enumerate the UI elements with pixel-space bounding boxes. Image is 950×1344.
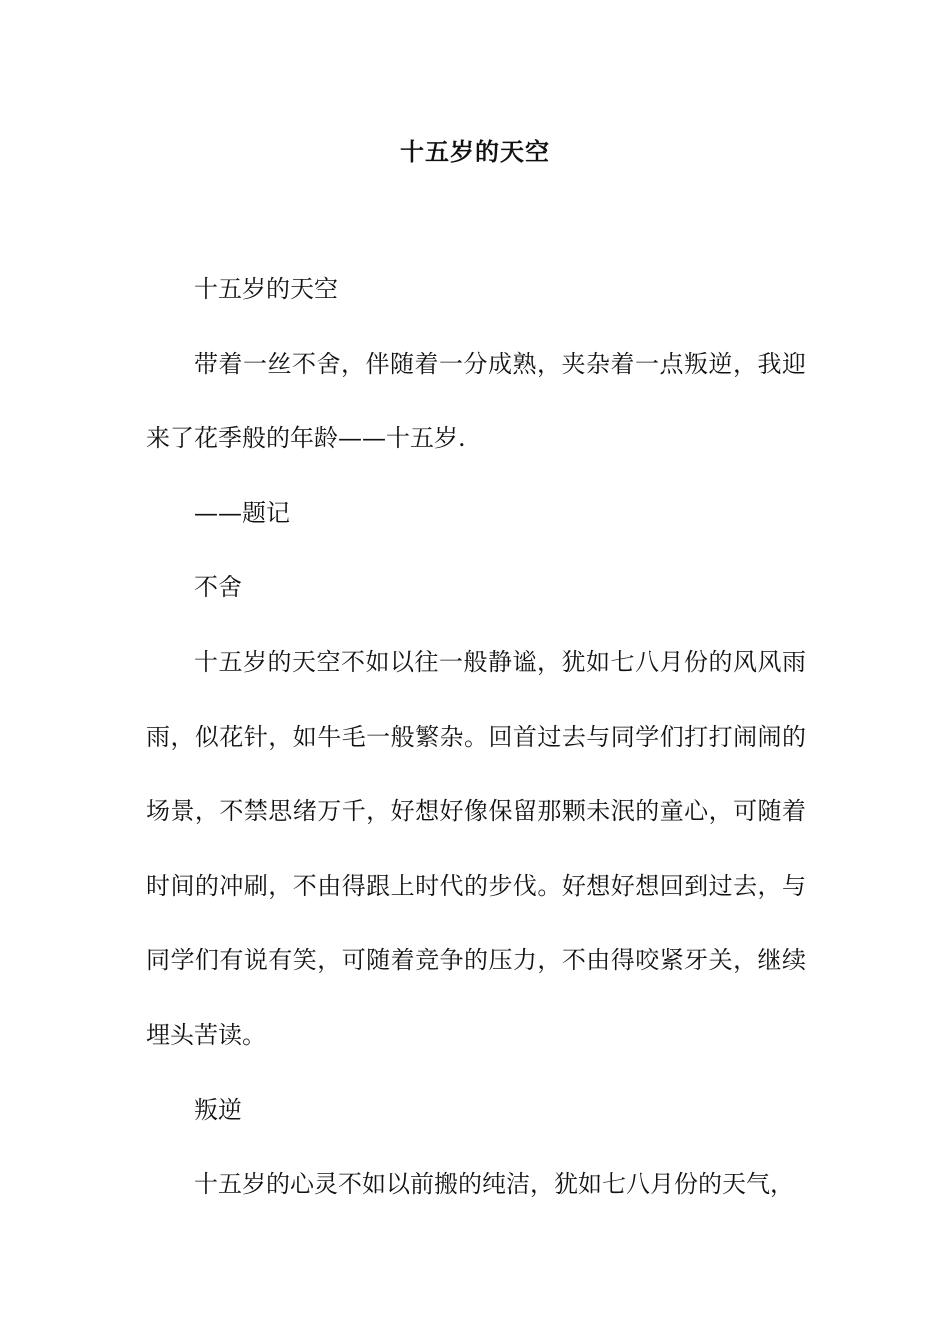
body-paragraph: 十五岁的心灵不如以前搬的纯洁，犹如七八月份的天气，: [194, 1170, 794, 1199]
section-heading: 十五岁的天空: [194, 275, 338, 303]
document-title: 十五岁的天空: [400, 137, 550, 166]
intro-paragraph: 带着一丝不舍，伴随着一分成熟，夹杂着一点叛逆，我迎来了花季般的年龄——十五岁.: [146, 349, 806, 453]
section-heading: 叛逆: [194, 1095, 242, 1124]
body-paragraph: 十五岁的天空不如以往一般静谧，犹如七八月份的风风雨雨，似花针，如牛毛一般繁杂。回首过去与同学们打打闹闹的场景，不禁思绪万千，好想好像保留那颗未泯的童心，可随着时间的冲刷，不由得跟上时代的步伐。好想好想回到过去，与同学们有说有笑，可随着竞争的压力，不由得咬紧牙关，继续埋头苦读。: [146, 647, 806, 1049]
section-heading: 不舍: [194, 573, 242, 602]
epigraph-attribution: ——题记: [194, 498, 290, 527]
document-body: [146, 252, 806, 1222]
